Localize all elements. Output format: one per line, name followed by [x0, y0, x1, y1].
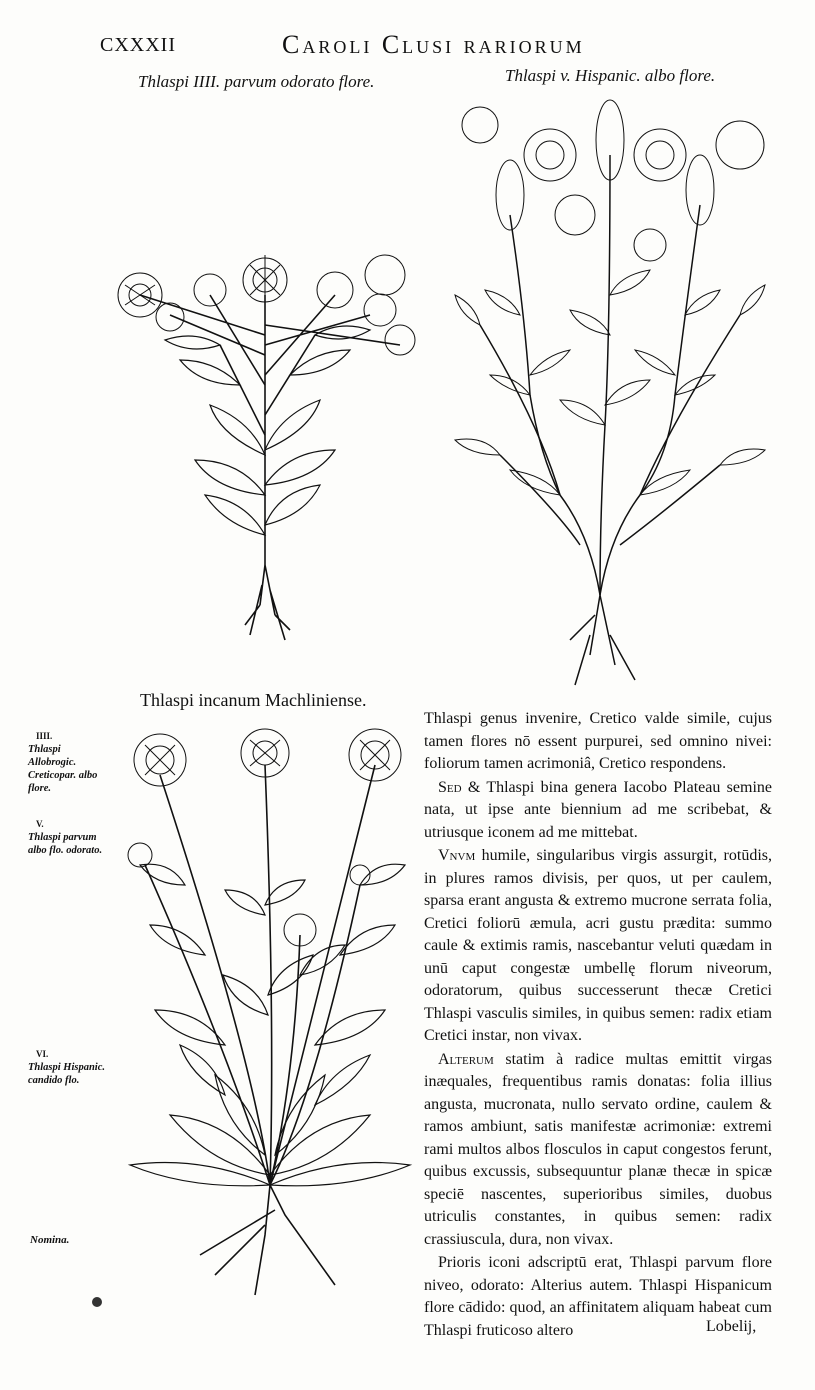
margin-note-text: Thlaspi parvum albo flo. odorato.: [28, 832, 103, 856]
paragraph-3: [424, 845, 772, 1048]
paragraph-lead: Sed: [438, 778, 462, 796]
paragraph-2: [424, 777, 772, 845]
margin-note-text: Thlaspi Hispanic. candido flo.: [28, 1062, 106, 1086]
margin-note-iiii: [28, 730, 108, 795]
paragraph-4: [424, 1049, 772, 1252]
paragraph-5: Prioris iconi adscriptū erat, Thlaspi parvum flore niveo, odorato: Alterius autem. Thlaspi Hispanicum flore cādido: quod, an affinitatem aliquam habeat cum Thlaspi fruticoso altero: [424, 1254, 772, 1339]
woodcut-plant-lower: [105, 715, 420, 1300]
margin-note-number: VI.: [36, 1049, 49, 1059]
margin-note-text: Thlaspi Allobrogic. Creticopar. albo flore.: [28, 744, 98, 794]
running-head: Caroli Clusi rariorum: [282, 30, 585, 59]
catchword: Lobelij,: [706, 1318, 757, 1335]
margin-note-number: V.: [36, 819, 44, 829]
body-text: [424, 708, 772, 1343]
paragraph-lead: Vnvm: [438, 847, 476, 864]
figure-caption-lower: Thlaspi incanum Machliniense.: [140, 690, 367, 710]
margin-note-nomina: Nomina.: [30, 1234, 70, 1246]
margin-note-vi: [28, 1048, 108, 1087]
woodcut-plant-top-right: [440, 95, 770, 695]
margin-note-v: [28, 818, 108, 857]
figure-caption-top-left: Thlaspi IIII. parvum odorato flore.: [138, 72, 375, 91]
ink-blot: [92, 1297, 102, 1307]
paragraph-lead: Alterum: [438, 1050, 494, 1068]
paragraph-text: statim à radice multas emittit virgas inæquales, frequentibus ramis donatas: folia illius angusta, mucronata, nullo servato ordine, caulem & ramos ambiunt, satis manifestæ acrimoniæ: extremi rami multos albos flosculos in caput congestos ferunt, quibus excussis, subsequuntur planæ thecæ in spicæ speciē nascentes, superioribus similes, duobus utriculis constantes, in quibus semen: radix crassiuscula, dura, non vivax.: [424, 1050, 772, 1248]
folio-number: CXXXII: [100, 34, 176, 56]
figure-caption-top-right: Thlaspi v. Hispanic. albo flore.: [505, 66, 716, 85]
woodcut-plant-top-left: [100, 235, 430, 655]
paragraph-text: & Thlaspi bina genera Iacobo Plateau semine nata, ut ipse ante biennium ad me scribebat, & utriusque iconem ad me mittebat.: [424, 778, 772, 841]
paragraph-text: humile, singularibus virgis assurgit, rotūdis, in plures ramos divisis, per quos, ut per caulem, sparsa erant angusta & extremo mucrone serrata folia, Cretici foliorū æmula, acri gustu prædita: summo caule & extimis ramis, nascebantur veluti quædam in unū caput congestæ umbellę florum niveorum, odoratorum, quibus successerunt thecæ Cretici Thlaspi vasculis similes, in quibus semen: radix etiam Cretici instar, non vivax.: [424, 847, 772, 1044]
margin-note-number: IIII.: [36, 731, 53, 741]
paragraph-1: Thlaspi genus invenire, Cretico valde simile, cujus tamen flores nō essent purpurei, sed omnino nivei: foliorum tamen acrimoniâ, Cretico respondens.: [424, 710, 772, 772]
